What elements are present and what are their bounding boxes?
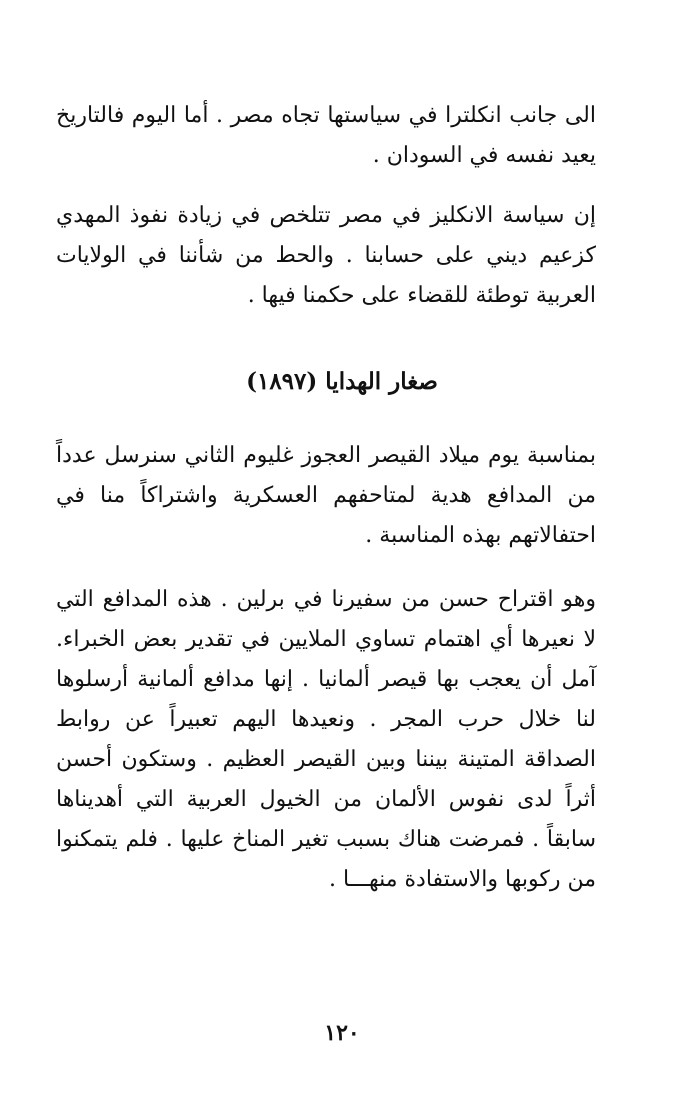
page-number: ١٢٠	[324, 1020, 360, 1046]
paragraph-ambassador-proposal: وهو اقتراح حسن من سفيرنا في برلين . هذه المدافع التي لا نعيرها أي اهتمام تساوي الملايين في تقدير بعض الخبراء. آمل أن يعجب بها قيصر ألمانيا . إنها مدافع ألمانية أرسلوها لنا خلال حرب المجر . ونعيدها اليهم تعبيراً عن روابط الصداقة المتينة بيننا وبين القيصر العظيم . وستكون أحسن أثراً لدى نفوس الألمان من الخيول العربية التي أهديناها سابقاً . فمرضت هناك بسبب تغير المناخ عليها . فلم يتمكنوا من ركوبها والاستفادة منهـــا .	[56, 587, 596, 892]
paragraph-kaiser-birthday: بمناسبة يوم ميلاد القيصر العجوز غليوم الثاني سنرسل عدداً من المدافع هدية لمتاحفهم العسكرية واشتراكاً منا في احتفالاتهم بهذه المناسبة .	[56, 443, 596, 548]
paragraph-english-policy: إن سياسة الانكليز في مصر تتلخص في زيادة نفوذ المهدي كزعيم ديني على حسابنا . والحط من شأننا في الولايات العربية توطئة للقضاء على حكمنا فيها .	[56, 203, 596, 308]
paragraph-egypt-sudan: الى جانب انكلترا في سياستها تجاه مصر . أما اليوم فالتاريخ يعيد نفسه في السودان .	[56, 103, 597, 168]
section-heading: صغار الهدايا (١٨٩٧)	[246, 368, 438, 395]
